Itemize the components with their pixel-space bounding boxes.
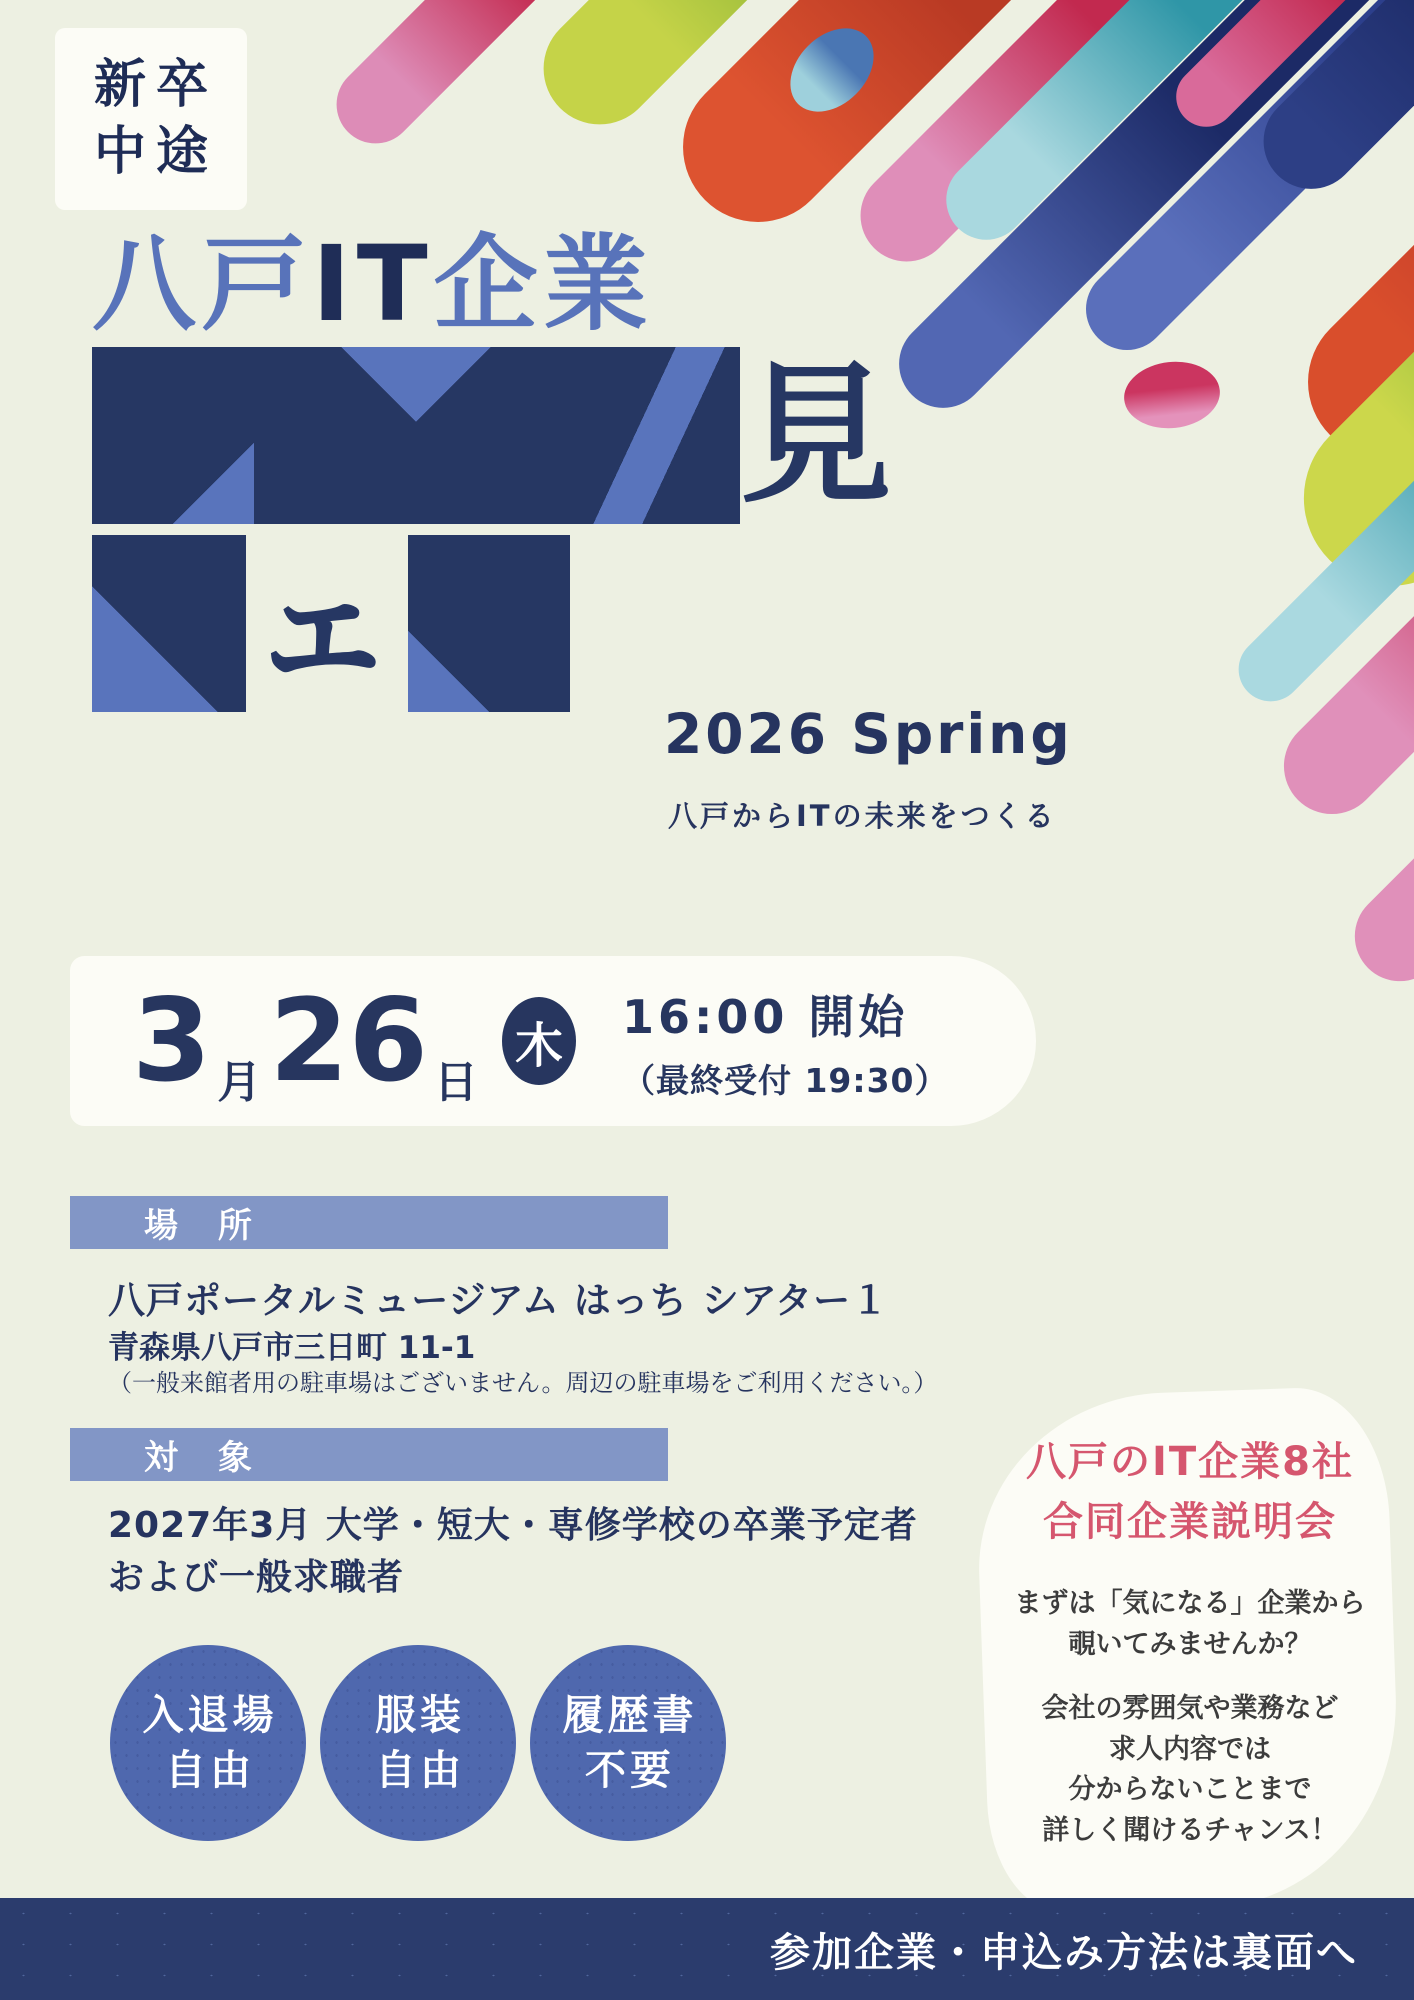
info-title xyxy=(998,1432,1382,1552)
title-char-hatsu xyxy=(578,347,740,524)
start-time: 16:00 開始 xyxy=(621,989,909,1044)
section-header-location: 場 所 xyxy=(70,1196,668,1249)
info-p2-line2: 求人内容では xyxy=(1109,1733,1271,1765)
feature-entry-line1: 入退場 xyxy=(142,1690,278,1739)
decor-dot-pink xyxy=(1121,357,1223,433)
title-char-shi xyxy=(92,347,254,524)
title-char-ken: 見 xyxy=(740,347,902,524)
title-line1 xyxy=(92,223,654,345)
title-it: IT xyxy=(312,223,434,345)
feature-resume-line2: 不要 xyxy=(585,1746,675,1794)
section-header-target: 対 象 xyxy=(70,1428,668,1481)
info-p2-line3: 分からないことまで xyxy=(1068,1774,1312,1805)
feature-circle-entry xyxy=(110,1645,306,1841)
info-p2-line4: 詳しく聞けるチャンス！ xyxy=(1042,1814,1338,1846)
time-block xyxy=(622,981,949,1102)
date-weekday-badge: 木 xyxy=(502,997,576,1085)
tagline: 八戸からITの未来をつくる xyxy=(668,799,1057,833)
feature-dresscode-line2: 自由 xyxy=(375,1746,465,1794)
info-p1-line1: まずは「気になる」企業から xyxy=(1014,1588,1366,1619)
target-description xyxy=(108,1500,918,1604)
title-line2 xyxy=(92,347,902,524)
info-paragraph-2 xyxy=(998,1689,1382,1851)
info-title-line1: 八戸のIT企業8社 xyxy=(1026,1439,1354,1485)
info-p1-line2: 覗いてみませんか？ xyxy=(1068,1628,1312,1660)
edition-label: 2026 Spring xyxy=(664,702,1073,766)
title-line3 xyxy=(92,535,570,712)
parking-note: （一般来館者用の駐車場はございません。周辺の駐車場をご利用ください。） xyxy=(108,1369,938,1397)
info-paragraph-1 xyxy=(998,1584,1382,1665)
info-title-line2: 合同企業説明会 xyxy=(1043,1499,1337,1545)
title-char-e: ェ xyxy=(246,535,409,712)
date-day: 26 xyxy=(269,974,428,1107)
recruit-type-badge xyxy=(55,28,247,210)
info-box xyxy=(998,1432,1382,1851)
title-char-to xyxy=(416,347,578,524)
badge-chuto: 中途 xyxy=(93,122,218,182)
target-line1: 2027年3月 大学・短大・専修学校の卒業予定者 xyxy=(108,1505,918,1546)
title-char-fu xyxy=(92,535,246,712)
badge-shinsotsu: 新卒 xyxy=(93,55,218,116)
target-line2: および一般求職者 xyxy=(108,1557,405,1599)
last-reception: （最終受付 19:30） xyxy=(621,1060,949,1100)
date-banner xyxy=(70,956,1036,1126)
title-char-go xyxy=(254,347,416,524)
footer-text: 参加企業・申込み方法は裏面へ xyxy=(770,1929,1358,1976)
date-month: 3 xyxy=(132,974,212,1107)
date-month-unit: 月 xyxy=(217,1057,262,1108)
title-kigyo: 企業 xyxy=(433,223,654,345)
date-day-unit: 日 xyxy=(433,1057,478,1108)
feature-entry-line2: 自由 xyxy=(165,1746,255,1794)
venue-address: 青森県八戸市三日町 11-1 xyxy=(108,1330,476,1366)
feature-dresscode-line1: 服装 xyxy=(375,1690,465,1739)
info-p2-line1: 会社の雰囲気や業務など xyxy=(1041,1693,1339,1724)
title-hachinohe: 八戸 xyxy=(92,223,313,345)
feature-circle-resume xyxy=(530,1645,726,1841)
footer-bar xyxy=(0,1898,1414,2000)
title-char-a xyxy=(408,535,570,712)
venue-name: 八戸ポータルミュージアム はっち シアター１ xyxy=(108,1279,890,1322)
feature-resume-line1: 履歴書 xyxy=(562,1690,698,1739)
feature-circle-dresscode xyxy=(320,1645,516,1841)
